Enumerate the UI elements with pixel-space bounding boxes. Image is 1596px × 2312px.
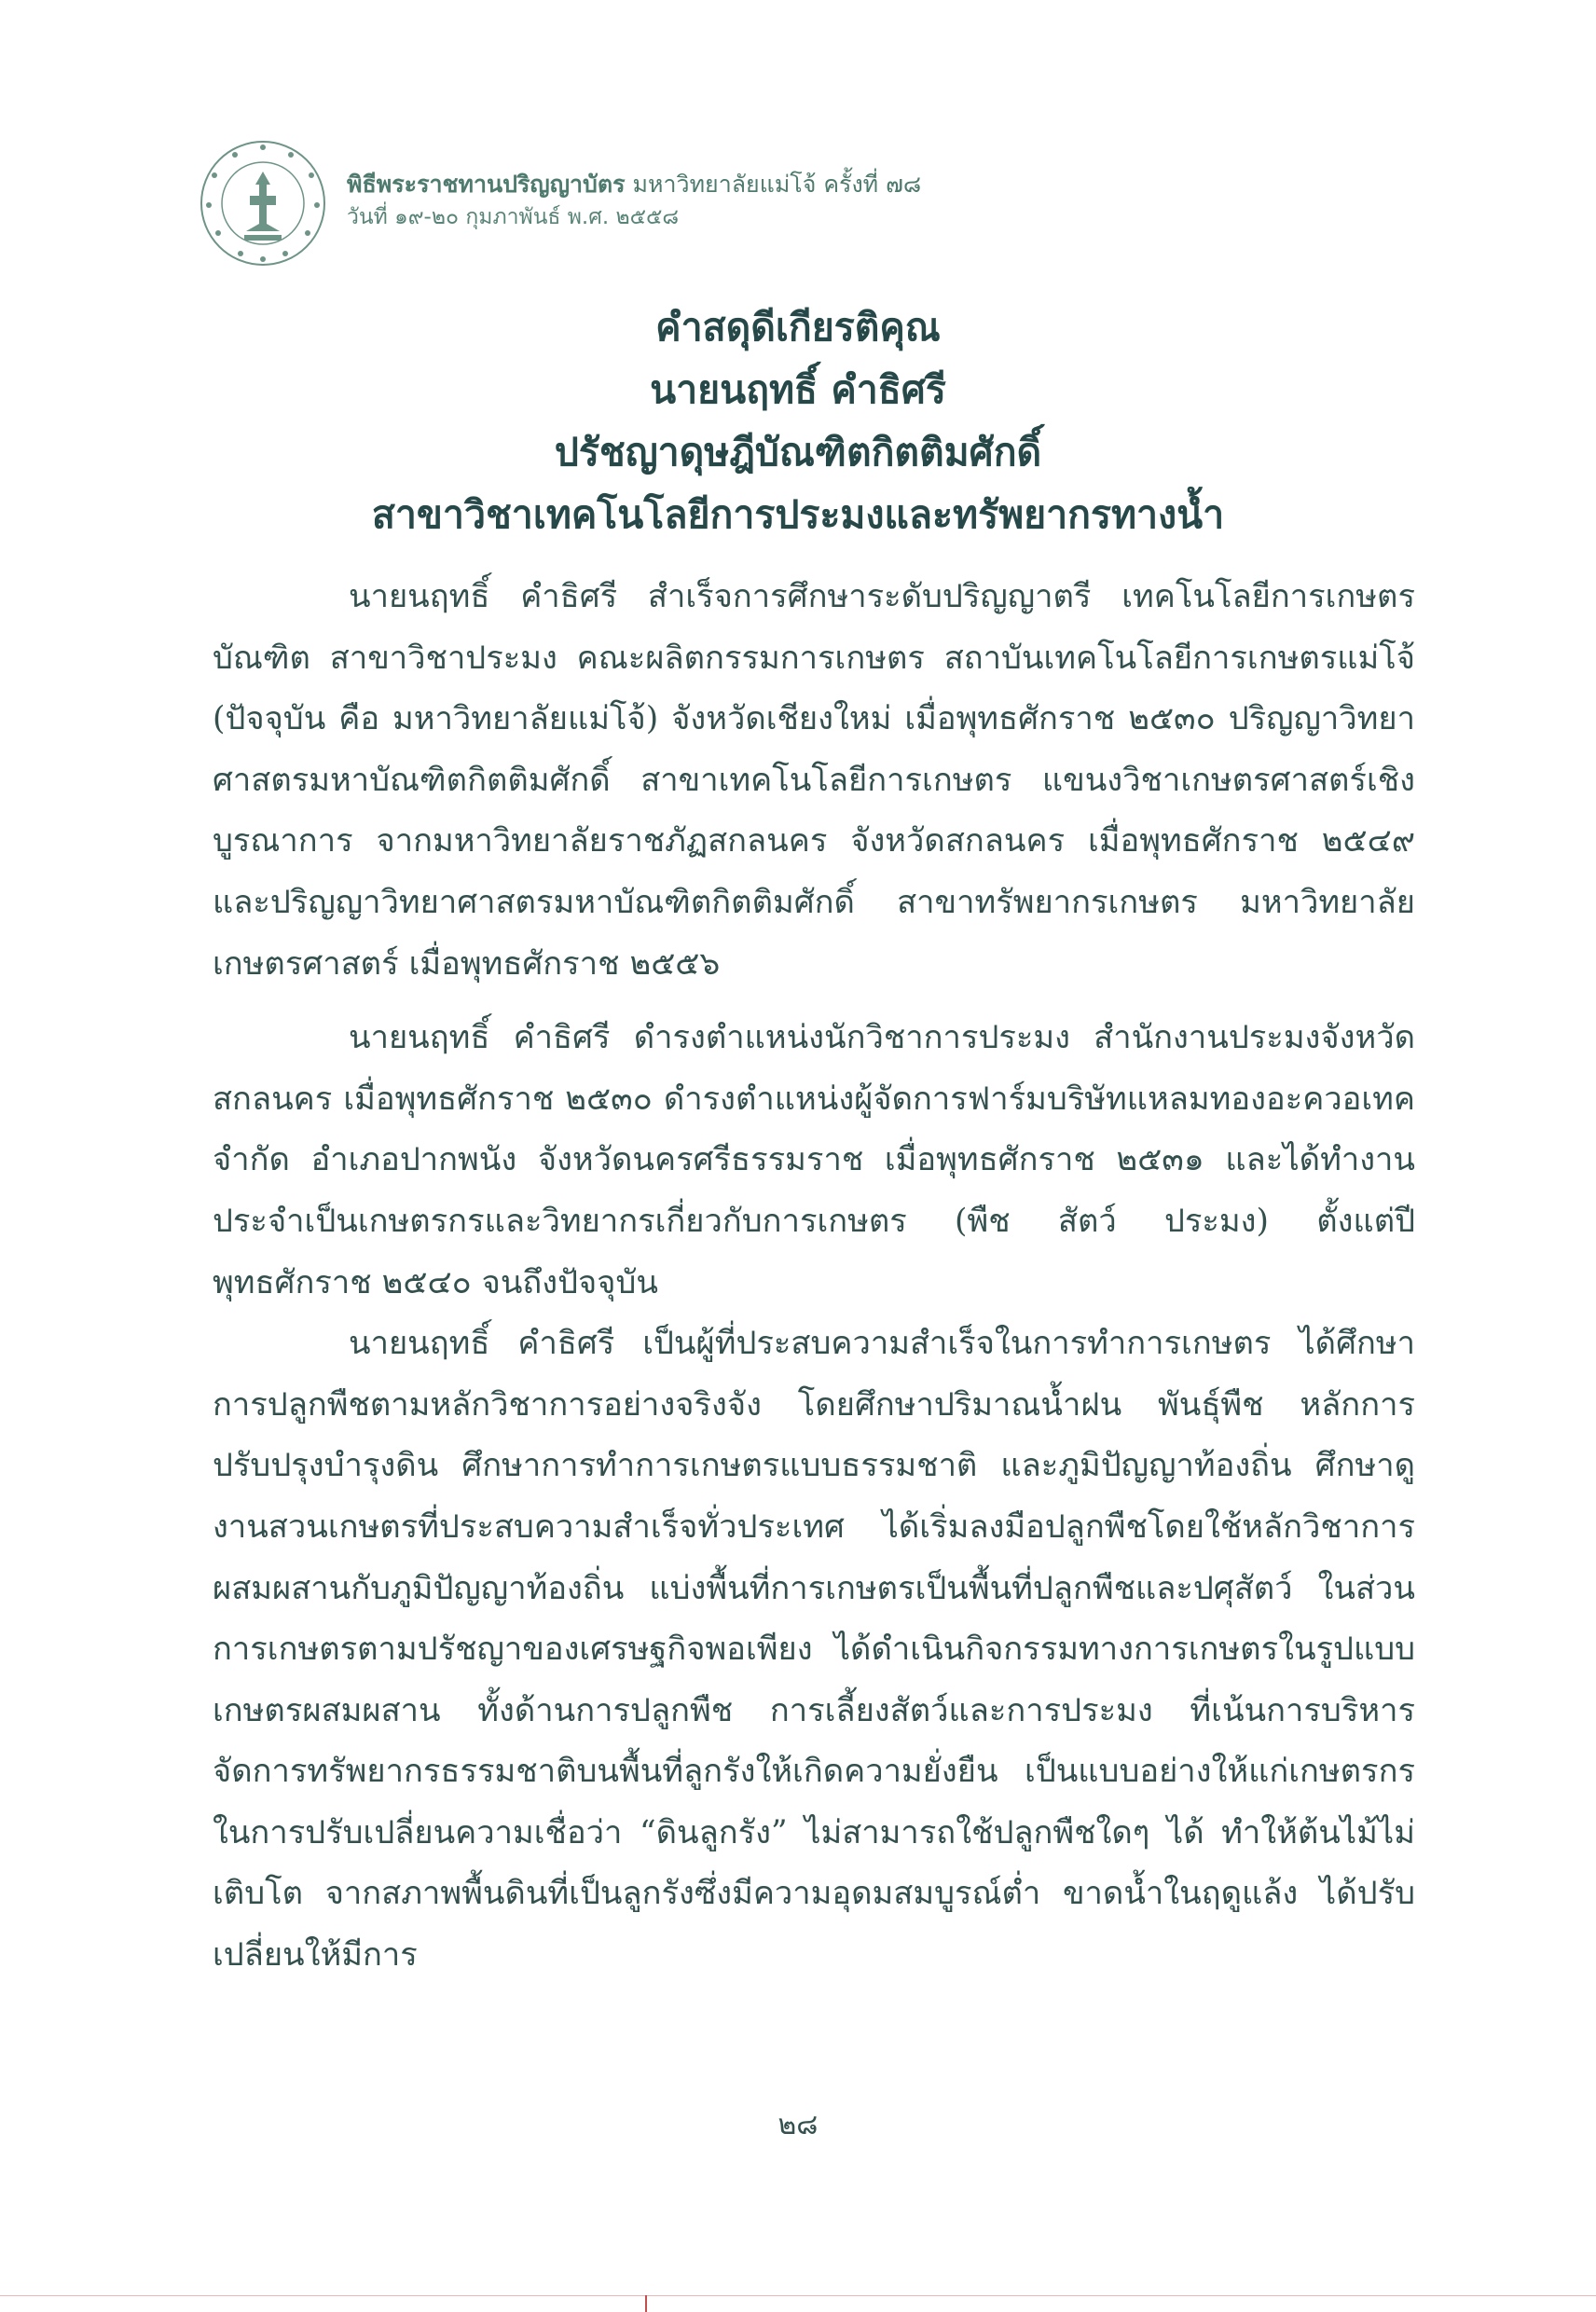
- paragraph-career: [213, 1008, 1415, 1314]
- title-citation: คำสดุดีเกียรติคุณ: [655, 305, 941, 350]
- paragraph-career-text: นายนฤทธิ์ คำธิศรี ดำรงตำแหน่งนักวิชาการประมง สำนักงานประมงจังหวัดสกลนคร เมื่อพุทธศักราช ๒๕๓๐ ดำรงตำแหน่งผู้จัดการฟาร์มบริษัทแหลมทองอะควอเทค จำกัด อำเภอปากพนัง จังหวัดนครศรีธรรมราช เมื่อพุทธศักราช ๒๕๓๑ และได้ทำงานประจำเป็นเกษตรกรและวิทยากรเกี่ยวกับการเกษตร (พืช สัตว์ ประมง) ตั้งแต่ปีพุทธศักราช ๒๕๔๐ จนถึงปัจจุบัน: [213, 1019, 1415, 1301]
- title-degree: ปรัชญาดุษฎีบัณฑิตกิตติมศักดิ์: [554, 430, 1042, 475]
- title-block: [0, 296, 1596, 546]
- title-honoree-name: นายนฤทธิ์ คำธิศรี: [650, 367, 946, 412]
- paragraph-education: [213, 567, 1415, 995]
- ceremony-date: วันที่ ๑๙-๒๐ กุมภาพันธ์ พ.ศ. ๒๕๕๘: [347, 205, 680, 229]
- page-number: ๒๘: [777, 2109, 819, 2141]
- bottom-divider: [0, 2295, 1596, 2296]
- university-seal-icon: [198, 138, 328, 268]
- citation-body: [213, 567, 1415, 1987]
- title-field: สาขาวิชาเทคโนโลยีการประมงและทรัพยากรทางน้ำ: [371, 492, 1225, 537]
- ceremony-subtitle: มหาวิทยาลัยแม่โจ้ ครั้งที่ ๗๘: [625, 171, 922, 198]
- paragraph-achievements-text: นายนฤทธิ์ คำธิศรี เป็นผู้ที่ประสบความสำเร็จในการทำการเกษตร ได้ศึกษาการปลูกพืชตามหลักวิชาการอย่างจริงจัง โดยศึกษาปริมาณน้ำฝน พันธุ์พืช หลักการปรับปรุงบำรุงดิน ศึกษาการทำการเกษตรแบบธรรมชาติ และภูมิปัญญาท้องถิ่น ศึกษาดูงานสวนเกษตรที่ประสบความสำเร็จทั่วประเทศ ได้เริ่มลงมือปลูกพืชโดยใช้หลักวิชาการผสมผสานกับภูมิปัญญาท้องถิ่น แบ่งพื้นที่การเกษตรเป็นพื้นที่ปลูกพืชและปศุสัตว์ ในส่วนการเกษตรตามปรัชญาของเศรษฐกิจพอเพียง ได้ดำเนินกิจกรรมทางการเกษตรในรูปแบบเกษตรผสมผสาน ทั้งด้านการปลูกพืช การเลี้ยงสัตว์และการประมง ที่เน้นการบริหารจัดการทรัพยากรธรรมชาติบนพื้นที่ลูกรังให้เกิดความยั่งยืน เป็นแบบอย่างให้แก่เกษตรกรในการปรับเปลี่ยนความเชื่อว่า “ดินลูกรัง” ไม่สามารถใช้ปลูกพืชใดๆ ได้ ทำให้ต้นไม้ไม่เติบโต จากสภาพพื้นดินที่เป็นลูกรังซึ่งมีความอุดมสมบูรณ์ต่ำ ขาดน้ำในฤดูแล้ง ได้ปรับเปลี่ยนให้มีการ: [213, 1325, 1415, 1975]
- bottom-mark: [645, 2295, 647, 2312]
- paragraph-education-text: นายนฤทธิ์ คำธิศรี สำเร็จการศึกษาระดับปริญญาตรี เทคโนโลยีการเกษตรบัณฑิต สาขาวิชาประมง คณะผลิตกรรมการเกษตร สถาบันเทคโนโลยีการเกษตรแม่โจ้ (ปัจจุบัน คือ มหาวิทยาลัยแม่โจ้) จังหวัดเชียงใหม่ เมื่อพุทธศักราช ๒๕๓๐ ปริญญาวิทยาศาสตรมหาบัณฑิตกิตติมศักดิ์ สาขาเทคโนโลยีการเกษตร แขนงวิชาเกษตรศาสตร์เชิงบูรณาการ จากมหาวิทยาลัยราชภัฏสกลนคร จังหวัดสกลนคร เมื่อพุทธศักราช ๒๕๔๙ และปริญญาวิทยาศาสตรมหาบัณฑิตกิตติมศักดิ์ สาขาทรัพยากรเกษตร มหาวิทยาลัยเกษตรศาสตร์ เมื่อพุทธศักราช ๒๕๕๖: [213, 578, 1415, 983]
- ceremony-title: พิธีพระราชทานปริญญาบัตร: [347, 171, 626, 198]
- ceremony-line: [347, 168, 999, 201]
- document-header: [198, 138, 1037, 268]
- paragraph-achievements: [213, 1314, 1415, 1987]
